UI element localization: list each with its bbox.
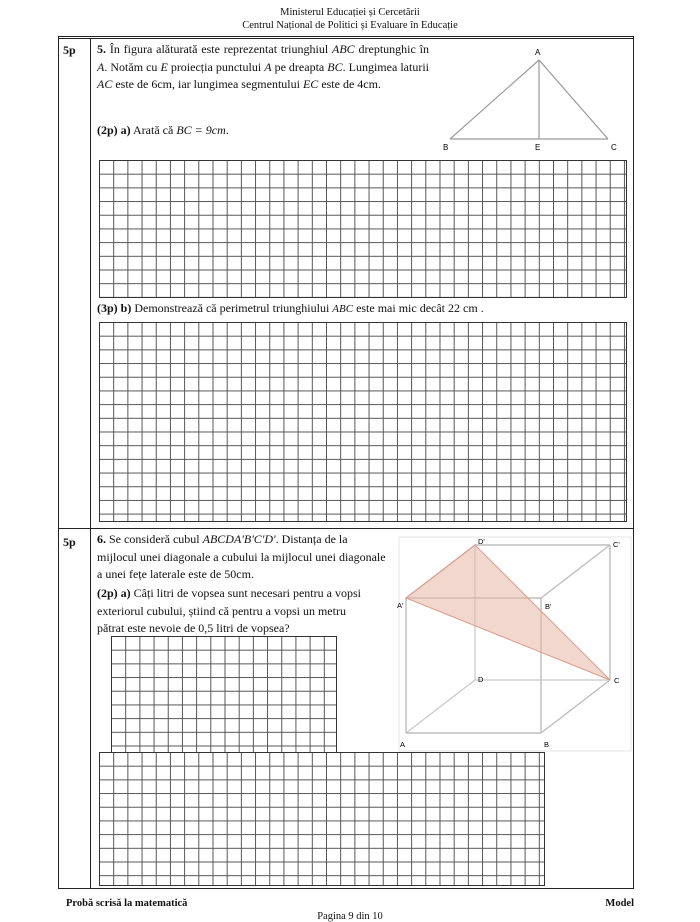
- label-c: C: [611, 143, 617, 152]
- points-column-divider: [90, 39, 91, 889]
- problem6-part-a: (2p) a) Câți litri de vopsea sunt necesari pentru a vopsi exteriorul cubului, știind că pentru a vopsi un metru pătrat este nevoie de 0,5 litri de vopsea?: [97, 586, 361, 635]
- answer-grid-6a-lower[interactable]: [99, 752, 545, 886]
- answer-grid-6a-upper[interactable]: [111, 636, 337, 754]
- edge-ad: [406, 680, 475, 733]
- problem5-number: 5.: [97, 42, 106, 56]
- label-b: B: [443, 143, 449, 152]
- problem-separator: [58, 528, 634, 529]
- side-ab: [450, 60, 539, 139]
- problem5-points: 5p: [63, 43, 76, 57]
- label-d: D: [478, 675, 484, 684]
- label-d1: D': [478, 537, 485, 546]
- footer-model: Model: [605, 898, 634, 909]
- shaded-triangle: [406, 545, 610, 680]
- problem6-number: 6.: [97, 532, 106, 546]
- header-ministry: Ministerul Educației și Cercetării: [280, 7, 420, 18]
- problem5-part-b: (3p) b) Demonstrează că perimetrul triunghiului ABC este mai mic decât 22 cm .: [97, 301, 484, 315]
- header-center: Centrul Național de Politici și Evaluare în Educație: [242, 20, 458, 31]
- top-double-rule: [58, 36, 634, 39]
- edge-b1c1: [541, 545, 610, 598]
- problem5-statement: 5. În figura alăturată este reprezentat triunghiul ABC dreptunghic în A. Notăm cu E proiecția punctului A pe dreapta BC. Lungimea laturii AC este de 6cm, iar lungimea segmentului EC este de 4cm.: [97, 42, 429, 91]
- label-b: B: [544, 740, 550, 749]
- problem6-statement: 6. Se consideră cubul ABCDA'B'C'D'. Distanța de la mijlocul unei diagonale a cubului la mijlocul unei diagonale a unei fețe laterale este de 50cm.: [97, 532, 386, 581]
- triangle-figure: [436, 44, 632, 156]
- label-e: E: [535, 143, 541, 152]
- page-number: Pagina 9 din 10: [317, 911, 383, 922]
- answer-grid-5a[interactable]: [99, 160, 627, 298]
- answer-grid-5b[interactable]: [99, 322, 627, 522]
- label-a: A: [400, 740, 406, 749]
- label-a1: A': [397, 601, 404, 610]
- problem6-points: 5p: [63, 535, 76, 549]
- cube-figure: [396, 535, 634, 753]
- label-b1: B': [545, 602, 552, 611]
- footer-subject: Probă scrisă la matematică: [66, 898, 188, 909]
- label-a: A: [535, 48, 541, 57]
- problem5-part-a: (2p) a) Arată că BC = 9cm.: [97, 123, 229, 137]
- label-c1: C': [613, 540, 620, 549]
- edge-bc: [541, 680, 610, 733]
- side-ac: [539, 60, 608, 139]
- label-c: C: [614, 676, 620, 685]
